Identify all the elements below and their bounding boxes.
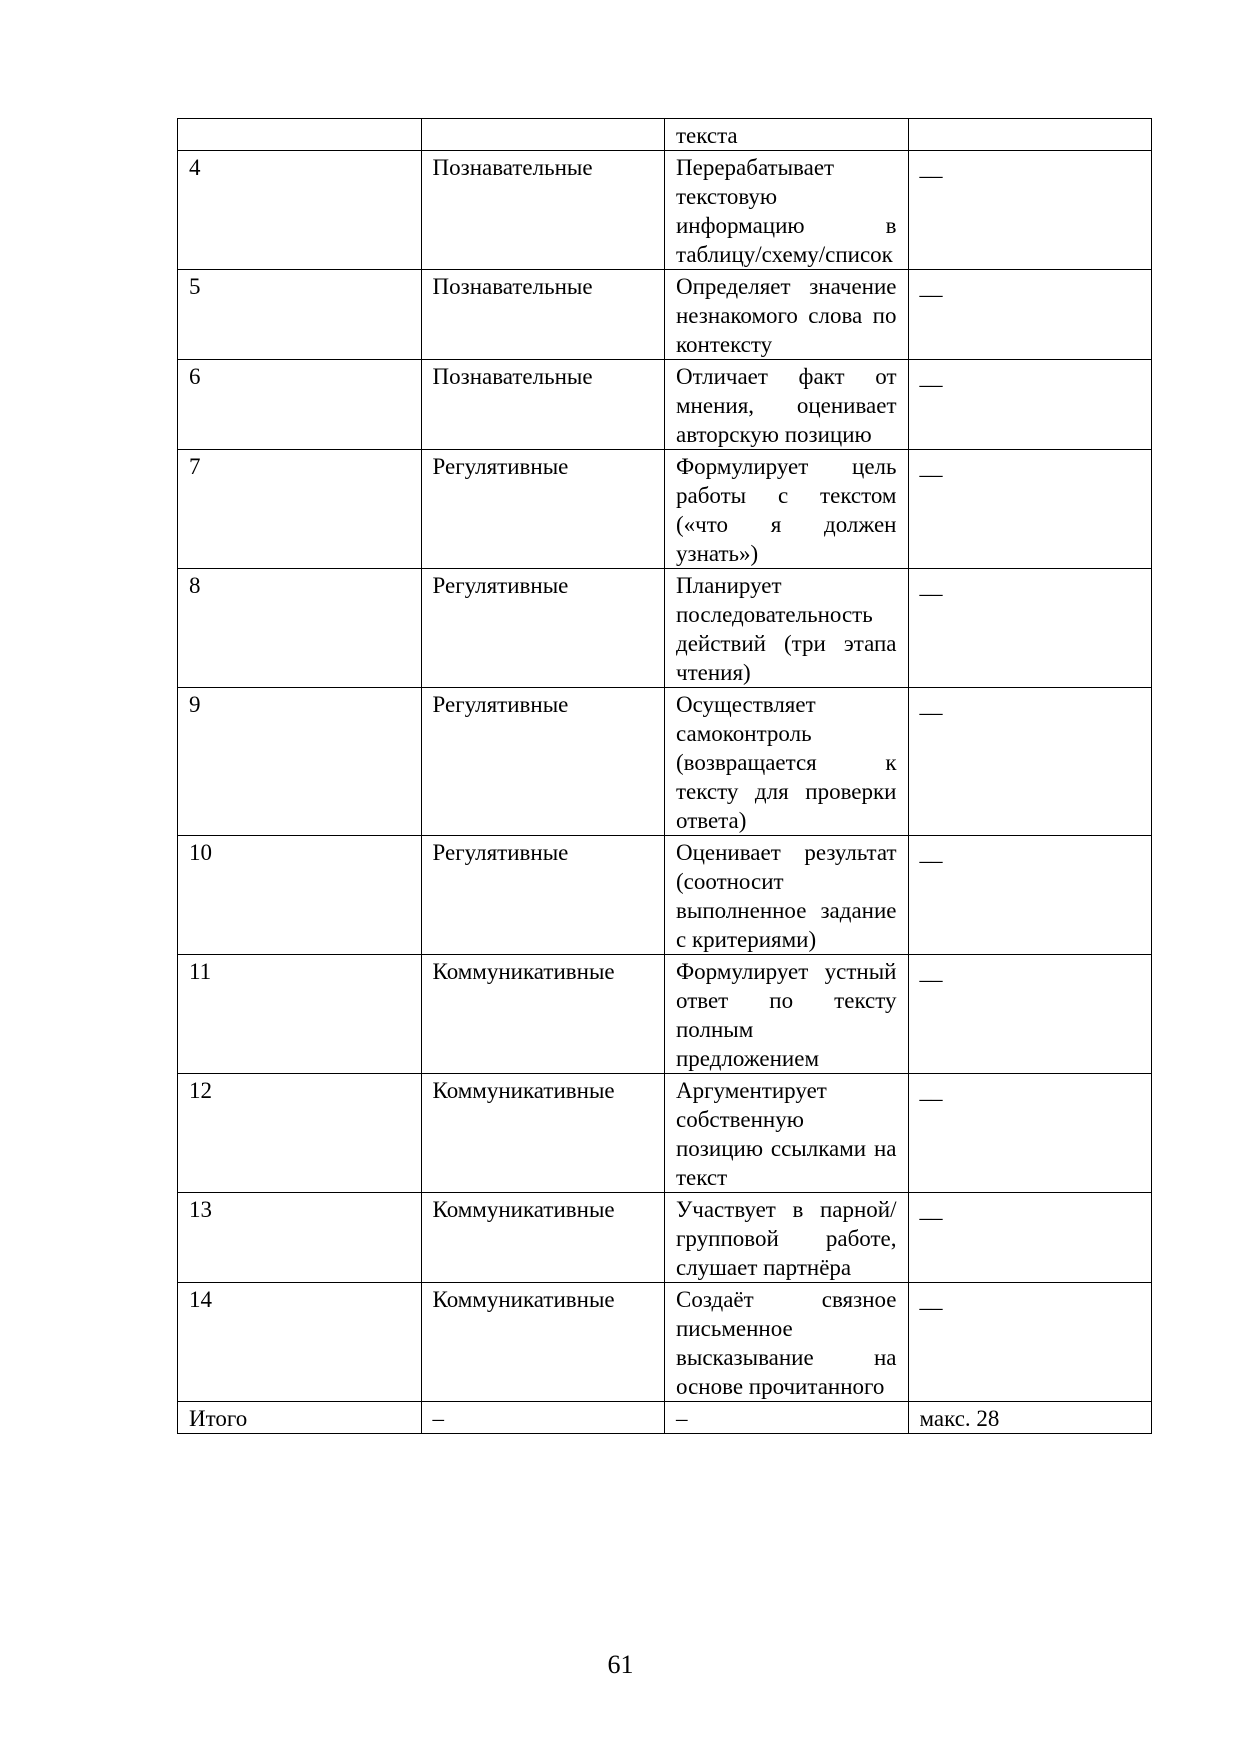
uud-type-cell: Регулятивные: [421, 688, 665, 836]
row-number-cell: 12: [178, 1074, 422, 1193]
page-number: 61: [607, 1650, 634, 1679]
total-label-cell: Итого: [178, 1402, 422, 1434]
uud-type-cell: Коммуникативные: [421, 1193, 665, 1283]
table-row: [178, 1074, 1152, 1193]
score-cell: __: [908, 688, 1152, 836]
criterion-cell: –: [665, 1402, 909, 1434]
row-number-cell: 8: [178, 569, 422, 688]
row-number-cell: 6: [178, 360, 422, 450]
row-number-cell: 11: [178, 955, 422, 1074]
uud-type-cell: Коммуникативные: [421, 1074, 665, 1193]
score-cell: [908, 119, 1152, 151]
total-score-cell: макс. 28: [908, 1402, 1152, 1434]
table-row: [178, 119, 1152, 151]
uud-type-cell: Познавательные: [421, 270, 665, 360]
uud-type-cell: –: [421, 1402, 665, 1434]
uud-type-cell: Коммуникативные: [421, 955, 665, 1074]
criterion-cell: Формулирует устный ответ по тексту полным предложением: [665, 955, 909, 1074]
score-cell: __: [908, 1193, 1152, 1283]
table-row: [178, 1283, 1152, 1402]
row-number-cell: 5: [178, 270, 422, 360]
criterion-cell: Участвует в парной/групповой работе, слушает партнёра: [665, 1193, 909, 1283]
score-cell: __: [908, 569, 1152, 688]
table-row: [178, 955, 1152, 1074]
uud-type-cell: Регулятивные: [421, 450, 665, 569]
criterion-cell: Оценивает результат (соотносит выполненное задание с критериями): [665, 836, 909, 955]
criterion-cell: Осуществляет самоконтроль (возвращается к тексту для проверки ответа): [665, 688, 909, 836]
criterion-cell: Перерабатывает текстовую информацию в таблицу/схему/список: [665, 151, 909, 270]
score-cell: __: [908, 836, 1152, 955]
table-row: [178, 450, 1152, 569]
table-row-total: [178, 1402, 1152, 1434]
uud-type-cell: Регулятивные: [421, 569, 665, 688]
score-cell: __: [908, 450, 1152, 569]
criteria-table: [177, 118, 1152, 1434]
score-cell: __: [908, 1283, 1152, 1402]
row-number-cell: 13: [178, 1193, 422, 1283]
row-number-cell: 14: [178, 1283, 422, 1402]
table-row: [178, 270, 1152, 360]
criterion-cell: Отличает факт от мнения, оценивает авторскую позицию: [665, 360, 909, 450]
uud-type-cell: Коммуникативные: [421, 1283, 665, 1402]
table-row: [178, 688, 1152, 836]
score-cell: __: [908, 955, 1152, 1074]
criterion-cell: Создаёт связное письменное высказывание на основе прочитанного: [665, 1283, 909, 1402]
criterion-cell: Аргументирует собственную позицию ссылками на текст: [665, 1074, 909, 1193]
uud-type-cell: [421, 119, 665, 151]
table-row: [178, 1193, 1152, 1283]
uud-type-cell: Регулятивные: [421, 836, 665, 955]
row-number-cell: [178, 119, 422, 151]
score-cell: __: [908, 270, 1152, 360]
row-number-cell: 10: [178, 836, 422, 955]
score-cell: __: [908, 360, 1152, 450]
criterion-cell: текста: [665, 119, 909, 151]
criterion-cell: Определяет значение незнакомого слова по контексту: [665, 270, 909, 360]
table-row: [178, 569, 1152, 688]
uud-type-cell: Познавательные: [421, 151, 665, 270]
uud-type-cell: Познавательные: [421, 360, 665, 450]
table-row: [178, 836, 1152, 955]
table-row: [178, 151, 1152, 270]
row-number-cell: 9: [178, 688, 422, 836]
score-cell: __: [908, 151, 1152, 270]
criterion-cell: Формулирует цель работы с текстом («что я должен узнать»): [665, 450, 909, 569]
row-number-cell: 4: [178, 151, 422, 270]
criterion-cell: Планирует последовательность действий (три этапа чтения): [665, 569, 909, 688]
table-row: [178, 360, 1152, 450]
row-number-cell: 7: [178, 450, 422, 569]
score-cell: __: [908, 1074, 1152, 1193]
